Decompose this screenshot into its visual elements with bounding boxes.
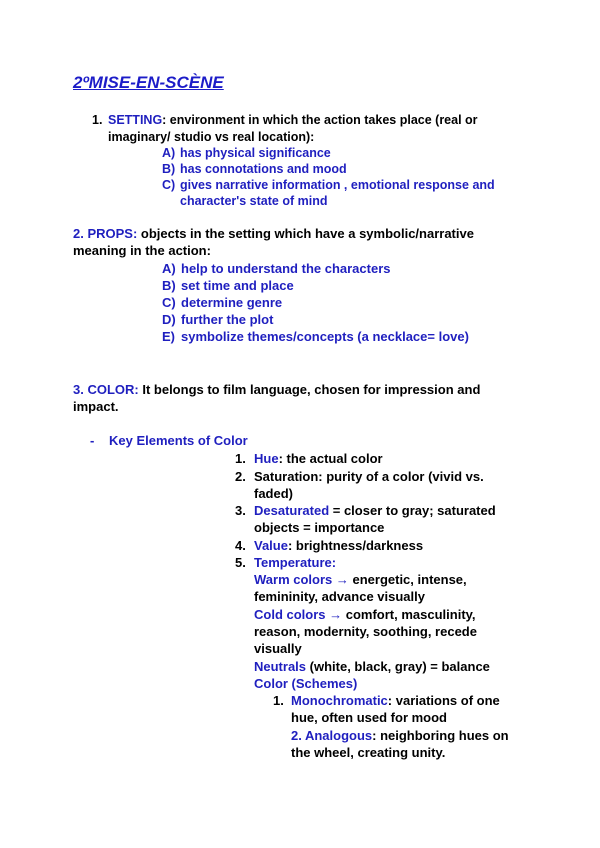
neutrals-text: (white, black, gray) = balance — [306, 659, 490, 674]
scheme-analogous-cont: the wheel, creating unity. — [291, 745, 446, 760]
cold-colors-line — [254, 606, 476, 623]
item-letter: C) — [162, 178, 176, 192]
cold-colors-cont-2: visually — [254, 641, 302, 656]
item-letter: B) — [162, 278, 176, 293]
props-item-e — [162, 328, 469, 345]
setting-item-c-cont: character's state of mind — [180, 194, 328, 208]
color-text-2: impact. — [73, 399, 119, 414]
item-letter: A) — [162, 261, 176, 276]
element-term: Value — [254, 538, 288, 553]
element-text: Saturation: purity of a color (vivid vs. — [254, 469, 484, 484]
item-letter: E) — [162, 329, 175, 344]
item-text: gives narrative information , emotional response and — [180, 178, 495, 192]
neutrals-line — [254, 658, 490, 675]
props-item-b — [162, 277, 294, 294]
scheme-term: 2. Analogous — [291, 728, 373, 743]
item-text: help to understand the characters — [181, 261, 391, 276]
element-text: = closer to gray; saturated — [329, 503, 496, 518]
cold-colors-term: Cold colors → — [254, 607, 343, 622]
item-letter: A) — [162, 146, 176, 160]
item-text: further the plot — [181, 312, 274, 327]
setting-item-a — [162, 145, 331, 162]
warm-colors-text: energetic, intense, — [348, 572, 467, 587]
warm-colors-line — [254, 571, 467, 588]
key-elements-heading: Key Elements of Color — [109, 433, 248, 448]
cold-colors-text: comfort, masculinity, — [342, 607, 476, 622]
element-number: 1. — [235, 451, 246, 466]
element-term: Desaturated — [254, 503, 330, 518]
element-text: : the actual color — [278, 451, 383, 466]
element-hue — [254, 450, 383, 467]
element-desaturated-cont: objects = importance — [254, 520, 385, 535]
color-label: 3. COLOR: — [73, 382, 139, 397]
color-line-1 — [73, 381, 480, 398]
scheme-analogous — [291, 727, 509, 744]
props-item-c — [162, 294, 283, 311]
key-elements-dash: - — [90, 433, 95, 448]
scheme-text: : neighboring hues on — [372, 728, 509, 743]
item-letter: D) — [162, 312, 176, 327]
props-text-2: meaning in the action: — [73, 243, 211, 258]
color-schemes-heading: Color (Schemes) — [254, 676, 358, 691]
element-number: 2. — [235, 469, 246, 484]
page-title: 2ºMISE-EN-SCÈNE — [73, 73, 224, 92]
props-item-d — [162, 311, 274, 328]
element-value — [254, 537, 423, 554]
element-number: 4. — [235, 538, 246, 553]
scheme-monochromatic — [291, 692, 500, 709]
setting-text-2: imaginary/ studio vs real location): — [108, 130, 315, 144]
element-number: 3. — [235, 503, 246, 518]
cold-colors-cont-1: reason, modernity, soothing, recede — [254, 624, 477, 639]
item-letter: B) — [162, 162, 176, 176]
warm-colors-cont: femininity, advance visually — [254, 589, 425, 604]
setting-text-1: : environment in which the action takes place (real or — [162, 113, 478, 127]
item-text: set time and place — [181, 278, 294, 293]
props-text-1: objects in the setting which have a symbolic/narrative — [137, 226, 474, 241]
color-text-1: It belongs to film language, chosen for impression and — [138, 382, 481, 397]
element-number: 5. — [235, 555, 246, 570]
item-text: determine genre — [181, 295, 283, 310]
item-letter: C) — [162, 295, 176, 310]
element-desaturated — [254, 502, 496, 519]
neutrals-term: Neutrals — [254, 659, 307, 674]
element-term: Hue — [254, 451, 279, 466]
setting-item-c — [162, 177, 495, 194]
setting-number: 1. — [92, 113, 103, 127]
props-item-a — [162, 260, 391, 277]
scheme-term: Monochromatic — [291, 693, 388, 708]
element-text: : brightness/darkness — [287, 538, 424, 553]
props-line-1 — [73, 225, 474, 242]
element-saturation-cont: faded) — [254, 486, 293, 501]
element-saturation — [254, 468, 484, 485]
scheme-monochromatic-cont: hue, often used for mood — [291, 710, 447, 725]
setting-label: SETTING — [108, 113, 163, 127]
item-text: symbolize themes/concepts (a necklace= love) — [181, 329, 469, 344]
setting-line-1 — [108, 112, 478, 129]
warm-colors-term: Warm colors → — [254, 572, 349, 587]
scheme-number: 1. — [273, 693, 284, 708]
scheme-text: : variations of one — [387, 693, 500, 708]
props-label: 2. PROPS: — [73, 226, 138, 241]
element-temperature: Temperature: — [254, 555, 337, 570]
item-text: has physical significance — [180, 146, 331, 160]
item-text: has connotations and mood — [180, 162, 347, 176]
setting-item-b — [162, 161, 347, 178]
